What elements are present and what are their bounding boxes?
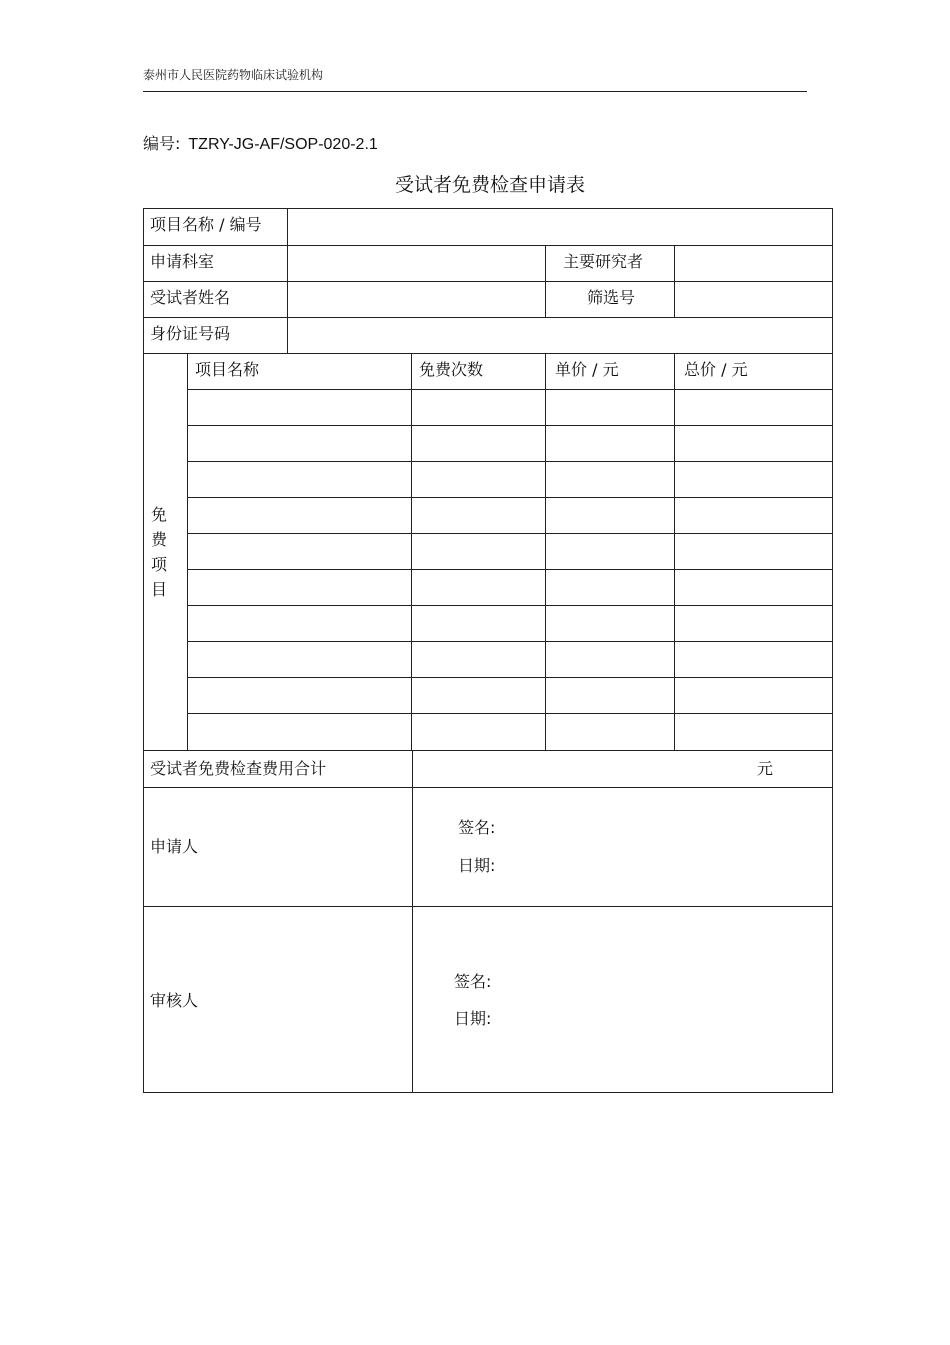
items-row-divider	[187, 677, 833, 678]
form-border-right	[832, 208, 833, 1092]
total-unit: 元	[757, 759, 774, 778]
row-divider	[143, 281, 833, 282]
screening-no-label: 筛选号	[587, 288, 636, 307]
pi-label: 主要研究者	[563, 252, 644, 271]
col-divider	[187, 353, 188, 750]
total-label: 受试者免费检查费用合计	[150, 759, 327, 778]
col-divider	[545, 353, 546, 750]
free-items-char: 目	[150, 580, 167, 599]
doc-number-code: TZRY-JG-AF/SOP-020-2.1	[188, 136, 378, 153]
row-divider	[143, 317, 833, 318]
row-divider	[143, 245, 833, 246]
row-divider	[143, 787, 833, 788]
form-border-left	[143, 208, 144, 1092]
col-divider	[674, 353, 675, 750]
row-divider	[143, 353, 833, 354]
free-items-char: 项	[150, 555, 167, 574]
header-divider	[143, 91, 807, 92]
col-header-total-price: 总价 / 元	[684, 360, 748, 379]
free-items-label	[149, 502, 169, 602]
free-items-char: 免	[150, 505, 167, 524]
id-number-label: 身份证号码	[150, 324, 231, 343]
free-items-char: 费	[150, 530, 167, 549]
items-row-divider	[187, 605, 833, 606]
form-title: 受试者免费检查申请表	[394, 174, 585, 196]
reviewer-signature-label: 签名:	[454, 972, 492, 991]
applying-dept-label: 申请科室	[150, 252, 215, 271]
items-row-divider	[187, 713, 833, 714]
row-divider	[143, 906, 833, 907]
col-header-item-name: 项目名称	[195, 360, 260, 379]
form-border-bottom	[143, 1092, 833, 1093]
form-border-top	[143, 208, 833, 209]
items-row-divider	[187, 461, 833, 462]
doc-number-label: 编号:	[143, 134, 181, 153]
col-divider	[674, 245, 675, 317]
items-row-divider	[187, 569, 833, 570]
items-row-divider	[187, 425, 833, 426]
col-divider	[545, 245, 546, 317]
applicant-label: 申请人	[150, 837, 199, 856]
items-row-divider	[187, 641, 833, 642]
applicant-signature-label: 签名:	[458, 818, 496, 837]
header-organization: 泰州市人民医院药物临床试验机构	[143, 68, 324, 82]
col-divider	[287, 208, 288, 353]
col-divider	[411, 353, 412, 750]
items-row-divider	[187, 533, 833, 534]
items-row-divider	[187, 497, 833, 498]
doc-number	[143, 131, 378, 154]
items-row-divider	[187, 389, 833, 390]
applicant-date-label: 日期:	[458, 856, 496, 875]
reviewer-label: 审核人	[150, 991, 199, 1010]
row-divider	[143, 750, 833, 751]
application-form	[143, 208, 833, 1093]
reviewer-date-label: 日期:	[454, 1009, 492, 1028]
col-header-free-count: 免费次数	[419, 360, 484, 379]
col-header-unit-price: 单价 / 元	[555, 360, 619, 379]
subject-name-label: 受试者姓名	[150, 288, 231, 307]
col-divider	[412, 750, 413, 1092]
project-name-label: 项目名称 / 编号	[150, 215, 262, 234]
